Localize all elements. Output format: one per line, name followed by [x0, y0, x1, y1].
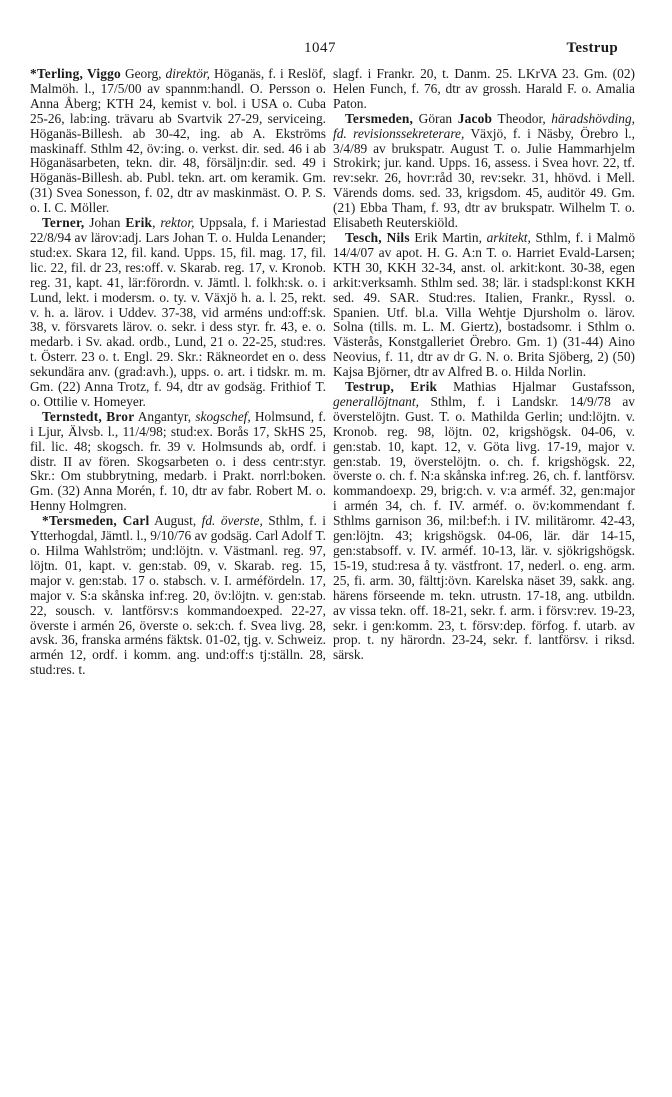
entry-name: *Tersmeden, Carl — [42, 513, 150, 529]
entry-given-names: Georg, — [120, 66, 166, 81]
entry-given-names: Mathias Hjalmar Gustafsson, — [437, 379, 635, 395]
entry-text: Växjö, f. i Näsby, Örebro l., 3/4/89 av brukspatr. August T. o. Julie Hammarhjelm Strokirk; jur. kand. Upps. 16, assess. i Svea hovr. 22, tf. rev:sekr. 26, hovr:råd 30, rev:sekr. 31, hhövd. i Mell. Värends doms. sed. 33, krigsdom. 45, auditör 49. Gm. (21) Ebba Tham, f. 93, dtr av brukspatr. Wilhelm T. o. Elisabeth Reuterskiöld. — [333, 125, 635, 231]
entry-terling — [30, 67, 326, 216]
entry-separator: , — [152, 215, 161, 231]
entry-given-names: Göran — [413, 110, 458, 126]
entry-continuation — [333, 67, 635, 112]
page-number: 1047 — [304, 40, 336, 56]
entry-name: Terner, — [42, 215, 85, 231]
entry-title: häradshövding, fd. revisionssekreterare, — [333, 110, 635, 141]
entry-given-names: Erik Martin, — [409, 229, 487, 245]
entry-given-names: Angantyr, — [134, 408, 196, 424]
entry-name: Ternstedt, Bror — [42, 408, 135, 424]
entry-ternstedt — [30, 410, 326, 514]
entry-title: fd. överste, — [201, 513, 263, 529]
entry-text: Sthlm, f. i Landskr. 14/9/78 av överstelöjtn. Gust. T. o. Mathilda Gerlin; und:löjtn. v. Kronob. reg. 98, löjtn. 02, krigshögsk. 04-06, v. gen:stab. 10, kapt. 12, v. Göta livg. 17-19, major v. gen:stab. 19, överstelöjtn. o. ch. f. krigshögsk. 22, överste o. ch. f. N:a skånska inf:reg. 26, ch. f. lantförsv. kommandoexp. 29, brig:ch. v. v:a arméf. 32, gen:major i armén 34, ch. f. IV. arméf. o. öv:kommendant f. Sthlms garnison 36, mil:bef:h. i IV. militäromr. 42-43, gen:löjtn. 43; krigshögsk. 04-06, lär. där 14-15, gen:stabsoff. v. IV. arméf. 10-13, lär. v. sjökrigshögsk. 15-19, stud:resa å ty. västfront. 17, nederl. o. eng. arm. 25, fi. arm. 30, fälttj:övn. Karelska näset 39, sakk. ang. härens förseende m. tekn. utrustn. 17-18, ang. utbildn. av vissa tekn. off. 18-21, sekr. f. arm. i försv:rev. 19-23, sekr. i gen:komm. 23, t. försv:dep. förfog. f. utarb. av prop. t. ny härordn. 23-24, sekr. f. lantförsv. i riksd. särsk. — [333, 393, 635, 663]
entry-name: Tesch, Nils — [345, 229, 410, 245]
right-column — [333, 67, 635, 663]
entry-name: Testrup, Erik — [345, 379, 438, 395]
entry-title: direktör, — [165, 66, 211, 81]
left-column — [30, 67, 326, 678]
entry-text: Uppsala, f. i Mariestad 22/8/94 av lärov:adj. Lars Johan T. o. Hulda Lenander; stud:ex. Skara 12, fil. kand. Upps. 15, fil. mag. 17, fil. lic. 22, fil. dr 23, res:off. v. Skarab. reg. 17, v. Kronob. reg. 31, kapt. 41, lär:förordn. v. Jämtl. l. folkh:sk. o. i Lund, lekt. i modersm. o. ty. v. Växjö h. a. l. 25, rekt. v. h. a. lärov. i Uddev. 37-38, vid arméns und:off:sk. 38, v. försvarets lärov. o. sekr. i dess styr. fr. 43, e. o. medarb. i Sv. akad. ordb., Lund, 21 o. 22-25, stud:res. t. Österr. 23 o. t. Engl. 29. Skr.: Räkneordet en o. dess sekundära anv. (grad:avh.), upps. o. art. i tidskr. m. m. Gm. (22) Anna Trotz, f. 94, dtr av godsäg. Frithiof T. o. Ottilie v. Homeyer. — [30, 215, 326, 409]
entry-name: *Terling, Viggo — [30, 66, 121, 81]
entry-separator: Theodor, — [492, 110, 552, 126]
entry-tersmeden-goran — [333, 112, 635, 231]
entry-call-name: Erik — [125, 215, 153, 231]
entry-title: rektor, — [160, 215, 195, 231]
entry-title: arkitekt, — [486, 229, 531, 245]
entry-text: Sthlm, f. i Ytterhogdal, Jämtl. l., 9/10/76 av godsäg. Carl Adolf T. o. Hilma Wahlström; und:löjtn. v. Västmanl. reg. 97, löjtn. 01, kapt. v. gen:stab. 09, v. Skarab. reg. 15, major v. gen:stab. 17 o. stabsch. v. I. arméfördeln. 17, major v. S:a skånska inf:reg. 20, öv:löjtn. v. gen:stab. 22, sousch. v. lantförsv:s kommandoexped. 22-27, överste i armén 26, överste o. sek:ch. f. Svea livg. 28, avsk. 36, franska arméns fäktsk. 01-02, tjg. v. Schweiz. armén 12, ordf. i komm. ang. und:off:s tj:ställn. 28, stud:res. t. — [30, 513, 327, 678]
page-header — [0, 40, 672, 64]
entry-text: Höganäs, f. i Reslöf, Malmöh. l., 17/5/00 av spannm:handl. O. Persson o. Anna Åberg; KTH 24, kemist v. bol. i USA o. Cuba 25-26, lab:ing. trävaru ab Svartvik 27-29, serviceing. Höganäs-Billesh. ab 30-42, ing. ab A. Ekströms maskinaff. Sthlm 42, öv:ing. o. verkst. dir. sed. 46 i ab Höganäsarbeten, tekn. dir. 48, försäljn:dir. sed. 49 i Höganäs-Billesh. ab. Publ. tekn. art. om keramik. Gm. (31) Svea Sonesson, f. 02, dtr av maskinmäst. O. P. S. o. I. C. Möller. — [30, 66, 326, 216]
entry-tersmeden-carl — [30, 514, 326, 678]
entry-title: generallöjtnant, — [333, 393, 419, 409]
entry-text: Sthlm, f. i Malmö 14/4/07 av apot. H. G. A:n T. o. Harriet Evald-Larsen; KTH 30, KKH 32-34, anst. ol. arkit:kont. 30-38, egen arkit:verksamh. Sthlm sed. 38; lär. i stadspl:konst KKH sed. 49. SAR. Stud:res. Italien, Frankr., Ryssl. o. Spanien. Utf. bl.a. Villa Wehtje Djursholm o. lärov. Solna (tills. m. L. M. Giertz), bostadsomr. i Sthlm o. Västerås, Konstgalleriet Örebro. Gm. 1) (31-44) Aino Neovius, f. 11, dtr av dr G. N. o. Brita Sjöberg, 2) (50) Kajsa Björner, dtr av Alfred B. o. Hilda Norlin. — [333, 229, 636, 380]
entry-tesch — [333, 231, 635, 380]
entry-given-names: Johan — [84, 215, 126, 231]
entry-call-name: Jacob — [457, 110, 493, 126]
entry-terner — [30, 216, 326, 410]
entry-given-names: August, — [149, 513, 202, 529]
entry-name: Tersmeden, — [345, 110, 414, 126]
running-head: Testrup — [566, 40, 618, 56]
entry-title: skogschef, — [195, 408, 251, 424]
entry-text: slagf. i Frankr. 20, t. Danm. 25. LKrVA 23. Gm. (02) Helen Funch, f. 76, dtr av grossh. Harald F. o. Amalia Paton. — [333, 66, 635, 111]
entry-testrup — [333, 380, 635, 663]
entry-text: Holmsund, f. i Ljur, Älvsb. l., 11/4/98; stud:ex. Borås 17, SkHS 25, fil. lic. 48; skogsch. fr. 39 v. Holmsunds ab, ordf. i distr. II av fören. Skogsarbeten o. i dess centr:styr. Skr.: Om stubbrytning, medarb. i Prakt. norrl:boken. Gm. (32) Anna Morén, f. 10, dtr av fabr. Robert M. o. Henny Holmgren. — [30, 408, 327, 514]
